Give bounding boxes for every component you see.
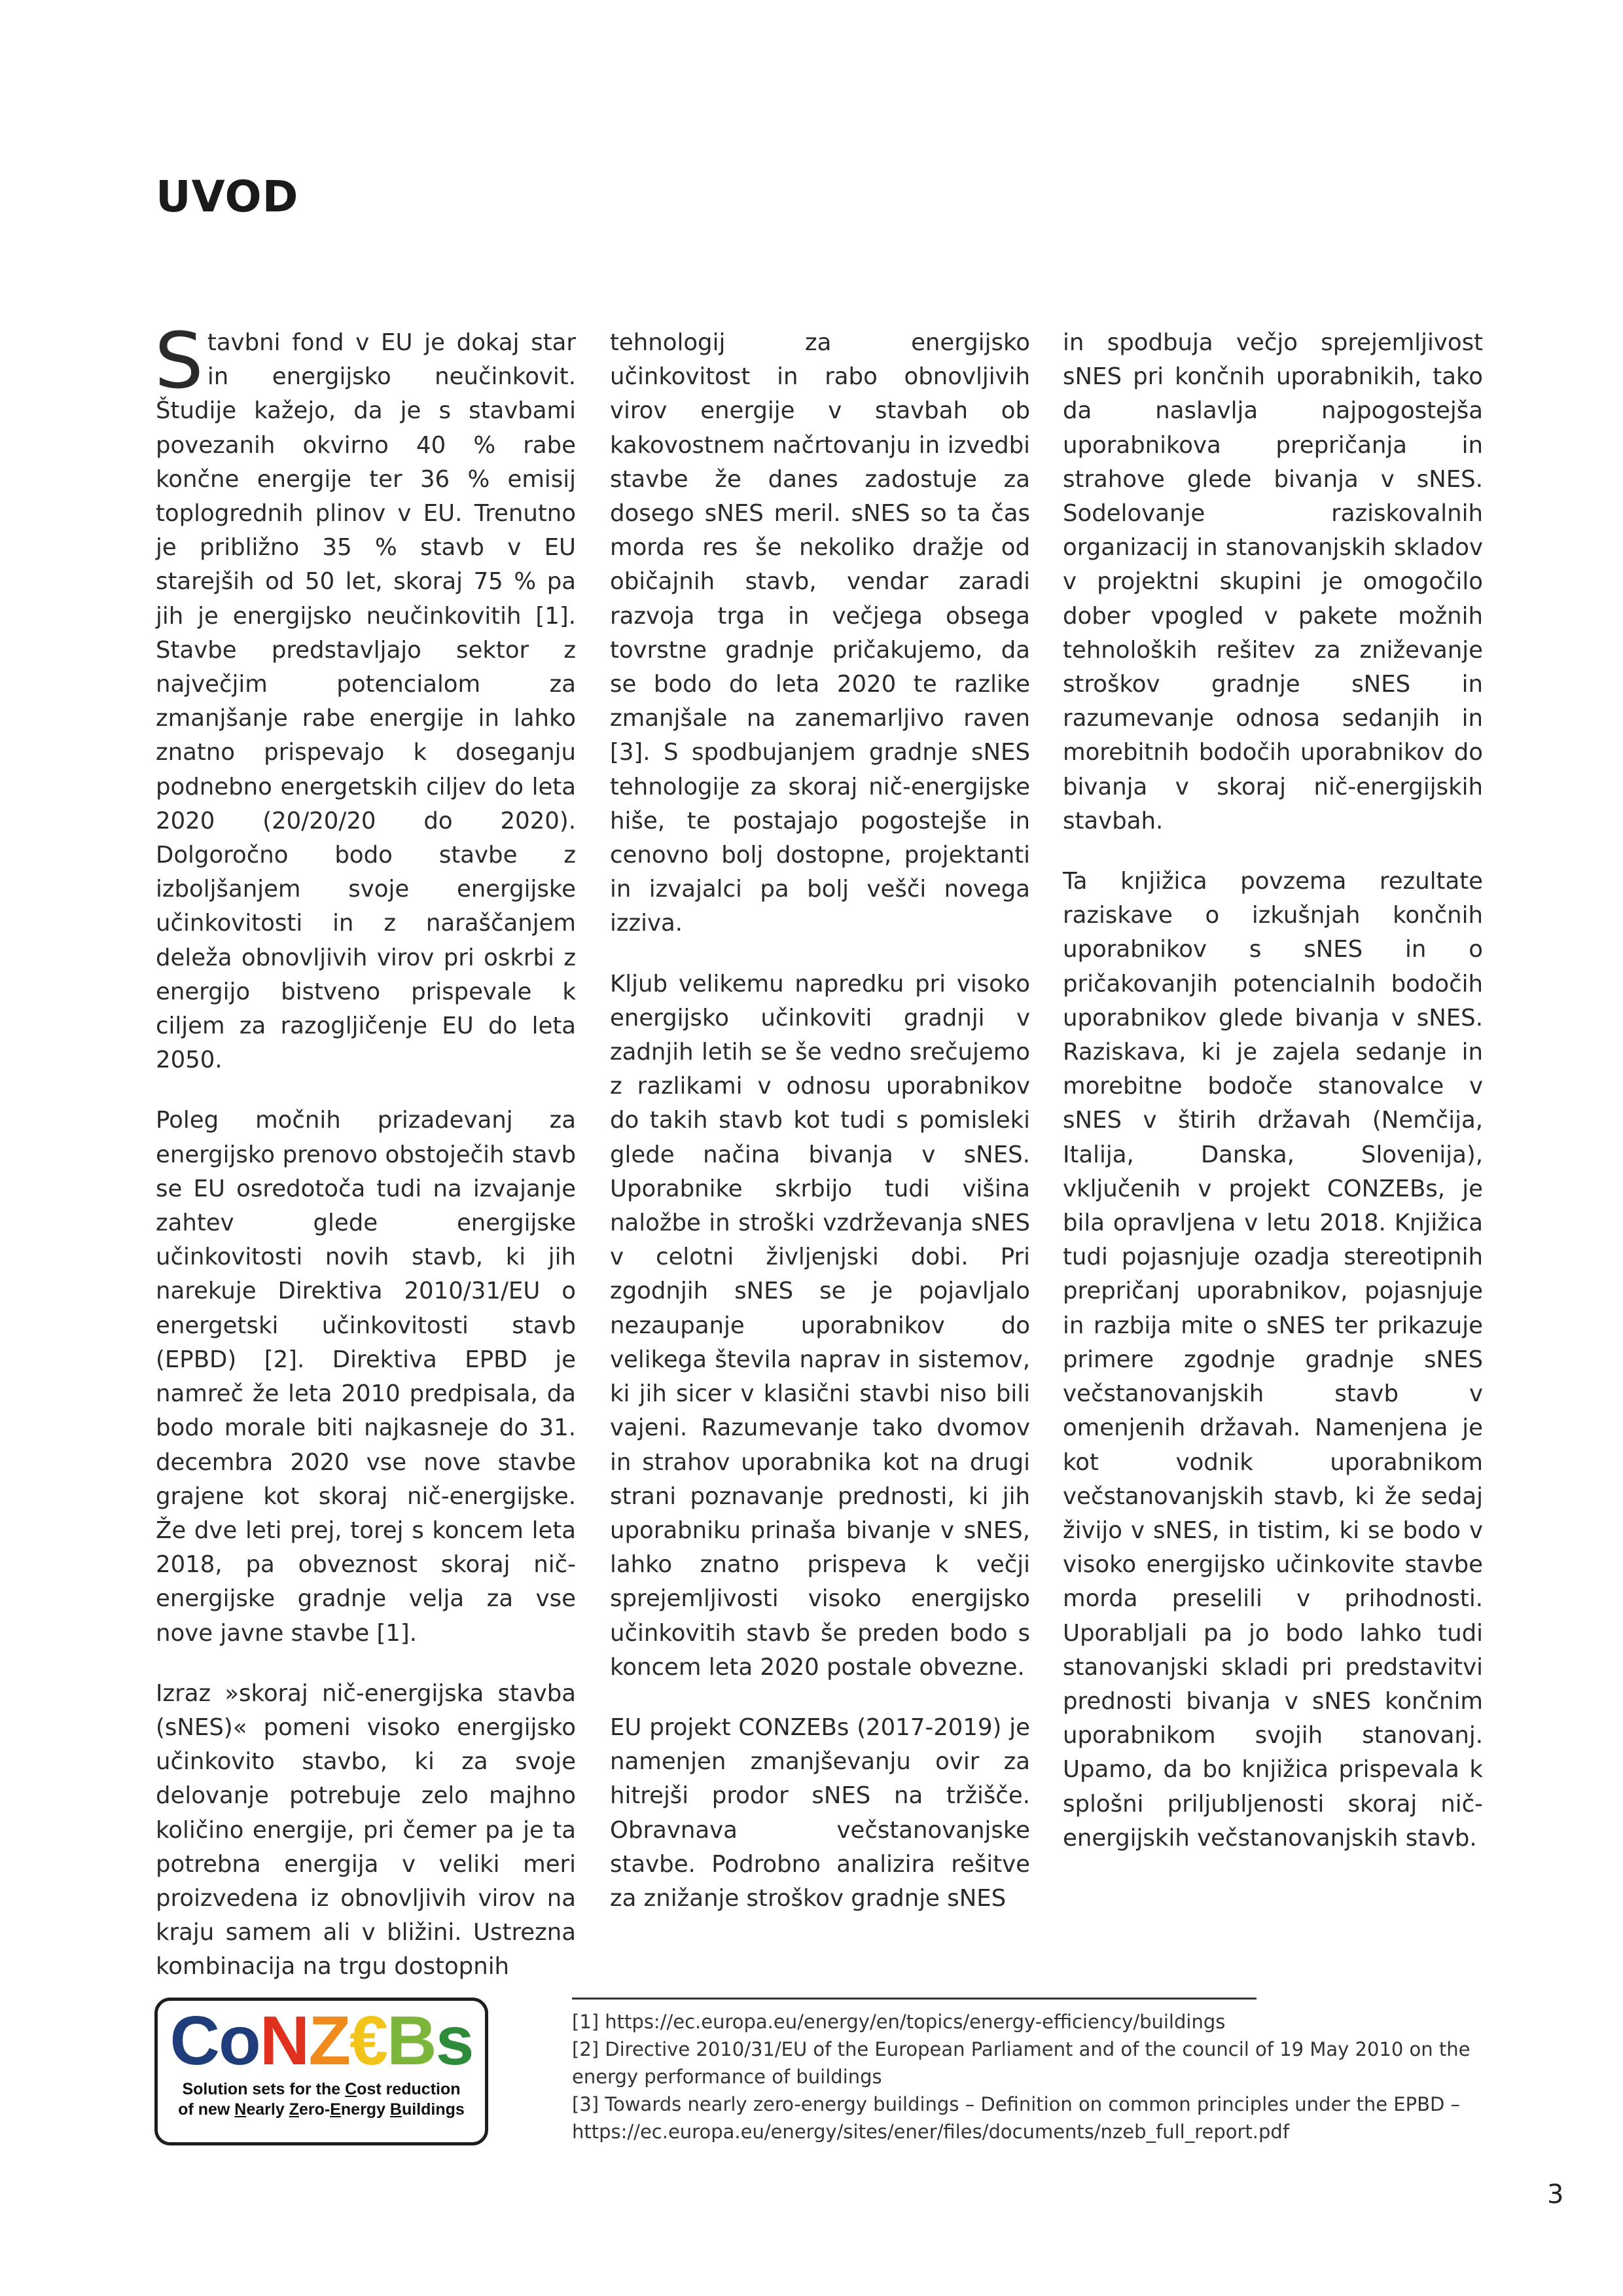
paragraph: Poleg močnih prizadevanj za energijsko prenovo obstoječih stavb se EU osredotoča tudi na izvajanje zahtev glede energijske učinkovitosti novih stavb, ki jih narekuje Direktiva 2010/31/EU o energetski učinkovitosti stavb (EPBD) [2]. Direktiva EPBD je namreč že leta 2010 predpisala, da bodo morale biti najkasneje do 31. decembra 2020 vse nove stavbe grajene kot skoraj nič-energijske. Že dve leti prej, torej s koncem leta 2018, pa obveznost skoraj nič-energijske gradnje velja za vse nove javne stavbe [1]. <box>156 1107 576 1647</box>
logo-letter: C <box>169 2002 219 2079</box>
footnote-divider <box>572 1998 1257 2000</box>
footnotes <box>572 2008 1501 2145</box>
tag-text: early <box>246 2100 289 2119</box>
paragraph <box>154 315 576 1077</box>
tag-text: N <box>234 2100 247 2119</box>
page-title: UVOD <box>156 171 299 222</box>
footnote-3: [3] Towards nearly zero-energy buildings – Definition on common principles under the EPBD – <box>572 2093 1461 2115</box>
logo-letter: N <box>259 2002 309 2079</box>
tag-text: of new <box>178 2100 235 2119</box>
tag-text: Solution sets for the <box>182 2080 346 2098</box>
tag-text: Z <box>289 2100 299 2119</box>
text-column-1 <box>154 315 576 1984</box>
logo-letter: B <box>387 2002 436 2079</box>
paragraph-text: tavbni fond v EU je dokaj star in energijsko neučinkovit. Študije kažejo, da je s stavbami povezanih okvirno 40 % rabe končne energije ter 36 % emisij toplogrednih plinov v EU. Trenutno je približno 35 % stavb v EU starejših od 50 let, skoraj 75 % pa jih je energijsko neučinkovitih [1]. Stavbe predstavljajo sektor z največjim potencialom za zmanjšanje rabe energije in lahko znatno prispevajo k doseganju podnebno energetskih ciljev do leta 2020 (20/20/20 do 2020). Dolgoročno bodo stavbe z izboljšanjem svoje energijske učinkovitosti in z naraščanjem deleža obnovljivih virov pri oskrbi z energijo bistveno prispevale k ciljem za razogljičenje EU do leta 2050. <box>156 329 576 1074</box>
footnote-3-continued: https://ec.europa.eu/energy/sites/ener/files/documents/nzeb_full_report.pdf <box>572 2121 1290 2143</box>
logo-letter: Z <box>308 2002 350 2079</box>
footnote-1: [1] https://ec.europa.eu/energy/en/topics/energy-efficiency/buildings <box>572 2011 1226 2033</box>
logo-letter: s <box>435 2002 473 2079</box>
text-column-3 <box>1063 326 1483 1856</box>
footnote-2: [2] Directive 2010/31/EU of the European Parliament and of the council of 19 May 2010 on the <box>572 2038 1471 2060</box>
paragraph: Ta knjižica povzema rezultate raziskave o izkušnjah končnih uporabnikov s sNES in o pričakovanjih potencialnih bodočih uporabnikov glede bivanja v sNES. Raziskava, ki je zajela sedanje in morebitne bodoče stanovalce v sNES v štirih državah (Nemčija, Italija, Danska, Slovenija), vključenih v projekt CONZEBs, je bila opravljena v letu 2018. Knjižica tudi pojasnjuje ozadja stereotipnih prepričanj uporabnikov, pojasnjuje in razbija mite o sNES ter prikazuje primere zgodnje gradnje sNES večstanovanjskih stavb v omenjenih državah. Namenjena je kot vodnik uporabnikom večstanovanjskih stavb, ki že sedaj živijo v sNES, in tistim, ki se bodo v visoko energijsko učinkovite stavbe morda preselili v prihodnosti. Uporabljali pa jo bodo lahko tudi stanovanjski skladi pri predstavitvi prednosti bivanja v sNES končnim uporabnikom svojih stanovanj. Upamo, da bo knjižica prispevala k splošni priljubljenosti skoraj nič-energijskih večstanovanjskih stavb. <box>1063 868 1483 1852</box>
tag-text: ost reduction <box>357 2080 461 2098</box>
paragraph: EU projekt CONZEBs (2017-2019) je namenjen zmanjševanju ovir za hitrejši prodor sNES na tržišče. Obravnava večstanovanjske stavbe. Podrobno analizira rešitve za znižanje stroškov gradnje sNES <box>610 1713 1030 1912</box>
tag-text: C <box>345 2080 357 2098</box>
logo-tagline-line-2 <box>158 2100 485 2120</box>
logo-tagline-line-1 <box>158 2079 485 2100</box>
logo-letter: o <box>219 2002 260 2079</box>
text-column-2 <box>610 326 1030 1916</box>
tag-text: nergy <box>340 2100 390 2119</box>
logo-wordmark <box>158 2002 485 2079</box>
paragraph: in spodbuja večjo sprejemljivost sNES pri končnih uporabnikih, tako da naslavlja najpogostejša uporabnikova prepričanja in strahove glede bivanja v sNES. Sodelovanje raziskovalnih organizacij in stanovanjskih skladov v projektni skupini je omogočilo dober vpogled v pakete možnih tehnoloških rešitev za zniževanje stroškov gradnje sNES in razumevanje odnosa sedanjih in morebitnih bodočih uporabnikov do bivanja v skoraj nič-energijskih stavbah. <box>1063 329 1483 834</box>
paragraph: Kljub velikemu napredku pri visoko energijsko učinkoviti gradnji v zadnjih letih se še vedno srečujemo z razlikami v odnosu uporabnikov do takih stavb kot tudi s pomisleki glede načina bivanja v sNES. Uporabnike skrbijo tudi višina naložbe in stroški vzdrževanja sNES v celotni življenjski dobi. Pri zgodnjih sNES se je pojavljalo nezaupanje uporabnikov do velikega števila naprav in sistemov, ki jih sicer v klasični stavbi niso bili vajeni. Razumevanje tako dvomov in strahov uporabnika kot na drugi strani poznavanje prednosti, ki jih uporabniku prinaša bivanje v sNES, lahko znatno prispeva k večji sprejemljivosti visoko energijsko učinkovitih stavb še preden bodo s koncem leta 2020 postale obvezne. <box>610 970 1030 1681</box>
paragraph: tehnologij za energijsko učinkovitost in rabo obnovljivih virov energije v stavbah ob kakovostnem načrtovanju in izvedbi stavbe že danes zadostuje za dosego sNES meril. sNES so ta čas morda res še nekoliko dražje od običajnih stavb, vendar zaradi razvoja trga in večjega obsega tovrstne gradnje pričakujemo, da se bodo do leta 2020 te razlike zmanjšale na zanemarljivo raven [3]. S spodbujanjem gradnje sNES tehnologije za skoraj nič-energijske hiše, te postajajo pogostejše in cenovno bolj dostopne, projektanti in izvajalci pa bolj vešči novega izziva. <box>610 329 1030 937</box>
paragraph: Izraz »skoraj nič-energijska stavba (sNES)« pomeni visoko energijsko učinkovito stavbo, ki za svoje delovanje potrebuje zelo majhno količino energije, pri čemer pa je ta potrebna energija v veliki meri proizvedena iz obnovljivih virov na kraju samem ali v bližini. Ustrezna kombinacija na trgu dostopnih <box>156 1679 576 1981</box>
tag-text: E <box>330 2100 341 2119</box>
drop-cap: S <box>154 315 204 406</box>
page-number: 3 <box>1547 2179 1564 2210</box>
footnote-2-continued: energy performance of buildings <box>572 2066 882 2088</box>
tag-text: B <box>389 2100 402 2119</box>
tag-text: ero- <box>298 2100 330 2119</box>
tag-text: uildings <box>401 2100 465 2119</box>
conzebs-logo <box>154 1998 488 2145</box>
logo-letter: € <box>349 2002 387 2079</box>
